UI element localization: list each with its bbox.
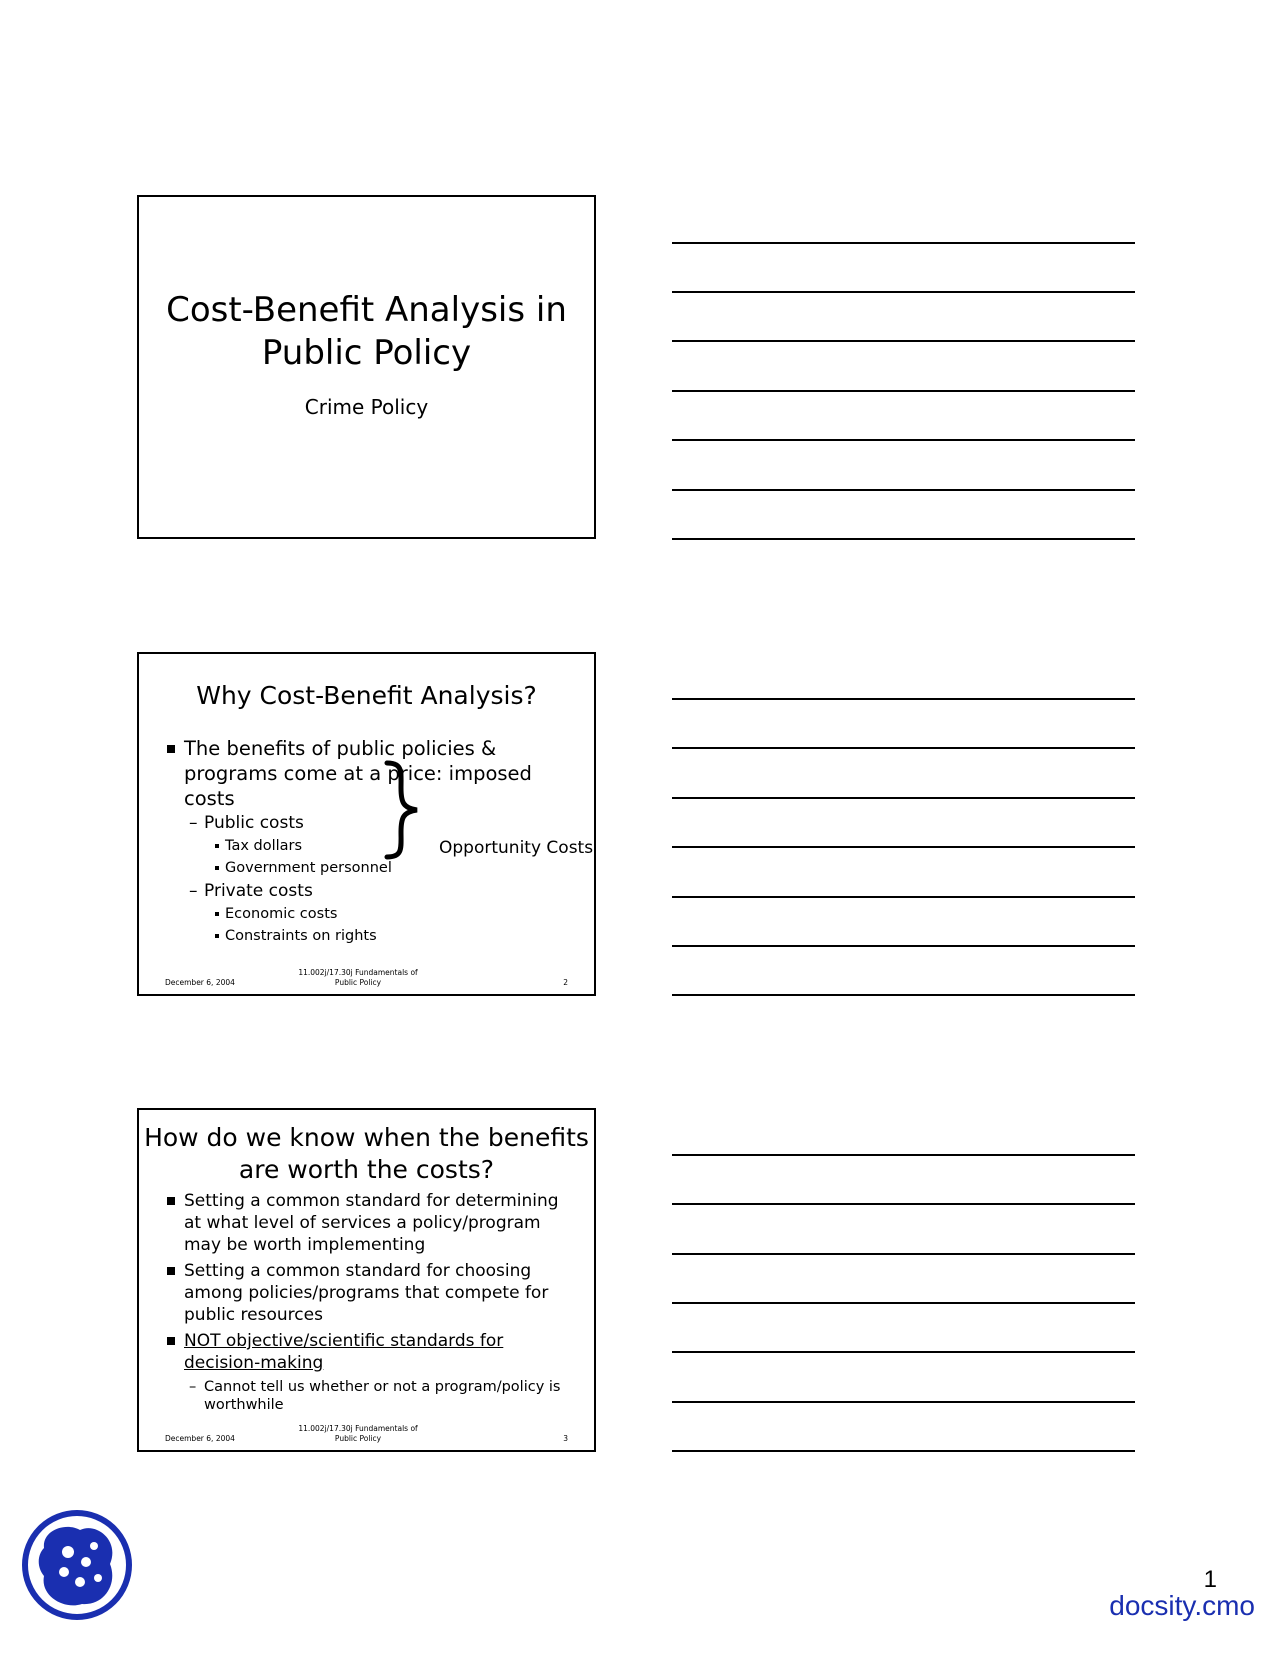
note-line	[672, 896, 1135, 898]
slide-2-footer-course: 11.002j/17.30j Fundamentals of Public Policy	[298, 968, 418, 987]
slide-1-subtitle: Crime Policy	[304, 395, 429, 419]
slide-3-bullet-choosing-among: Setting a common standard for choosing among policies/programs that compete for public resources	[167, 1260, 580, 1326]
docsity-brand-text: docsity.cmo	[1109, 1590, 1255, 1621]
slide-2-item-constraints-on-rights: Constraints on rights	[167, 925, 580, 947]
slide-1-title: Cost-Benefit Analysis in Public Policy	[166, 290, 567, 373]
slide-2-bullet-benefits: The benefits of public policies & programs come at a price: imposed costs	[167, 736, 580, 811]
slide-3-bullets	[167, 1190, 580, 1414]
note-line	[672, 439, 1135, 441]
note-line	[672, 340, 1135, 342]
slide-3-title: How do we know when the benefits are worth the costs?	[144, 1123, 589, 1184]
slide-3-bullet-not-objective-text: NOT objective/scientific standards for decision-making	[184, 1331, 504, 1373]
note-line	[672, 994, 1135, 996]
note-line	[672, 1450, 1135, 1452]
note-line	[672, 1351, 1135, 1353]
note-line	[672, 846, 1135, 848]
slide-2	[137, 652, 596, 996]
curly-brace-icon	[383, 760, 423, 860]
slide-2-footer-number: 2	[563, 978, 568, 987]
note-line	[672, 242, 1135, 244]
slide-3-bullet-level-of-services: Setting a common standard for determining at what level of services a policy/program may be worth implementing	[167, 1190, 580, 1256]
docsity-logo-icon	[22, 1510, 132, 1620]
slide-3-footer-course: 11.002j/17.30j Fundamentals of Public Policy	[298, 1424, 418, 1443]
note-line	[672, 797, 1135, 799]
note-line	[672, 945, 1135, 947]
slide-3-footer-number: 3	[563, 1434, 568, 1443]
opportunity-costs-label: Opportunity Costs	[439, 838, 594, 858]
slide-3	[137, 1108, 596, 1452]
slide-2-item-government-personnel: Government personnel	[167, 857, 580, 879]
note-line	[672, 291, 1135, 293]
page-number: 1	[1203, 1566, 1217, 1593]
slide-2-title: Why Cost-Benefit Analysis?	[196, 681, 537, 710]
note-line	[672, 1401, 1135, 1403]
slide-3-sub-cannot-tell: – Cannot tell us whether or not a program/policy is worthwhile	[167, 1378, 580, 1414]
note-line	[672, 390, 1135, 392]
note-line	[672, 698, 1135, 700]
slide-3-footer-date: December 6, 2004	[165, 1434, 235, 1443]
note-line	[672, 489, 1135, 491]
slide-1	[137, 195, 596, 539]
slide-2-item-economic-costs: Economic costs	[167, 903, 580, 925]
note-line	[672, 1203, 1135, 1205]
slide-2-sub-private-costs: – Private costs	[167, 879, 580, 903]
slide-2-item-tax-dollars: Tax dollars	[167, 835, 580, 857]
note-line	[672, 1302, 1135, 1304]
note-line	[672, 1253, 1135, 1255]
slide-2-footer-date: December 6, 2004	[165, 978, 235, 987]
slide-3-bullet-not-objective	[167, 1330, 580, 1374]
slide-2-sub-public-costs: – Public costs	[167, 811, 580, 835]
note-line	[672, 747, 1135, 749]
note-line	[672, 1154, 1135, 1156]
note-line	[672, 538, 1135, 540]
